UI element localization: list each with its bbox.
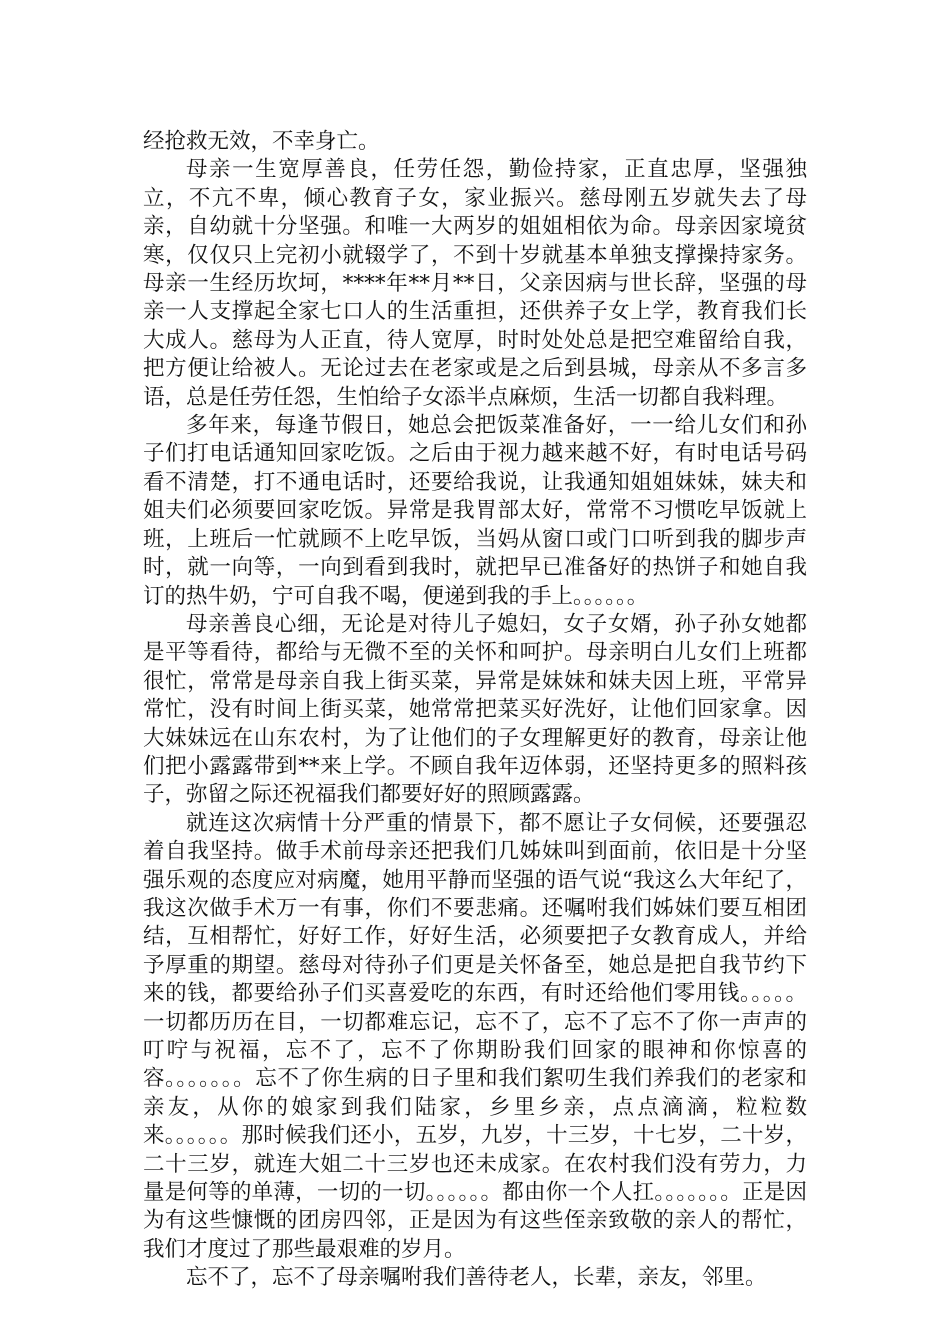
paragraph-6: 忘不了，忘不了母亲嘱咐我们善待老人，长辈，亲友，邻里。 xyxy=(186,1265,767,1291)
paragraph-5: 就连这次病情十分严重的情景下，都不愿让子女伺候，还要强忍着自我坚持。做手术前母亲还把我们几姊妹叫到面前，依旧是十分坚强乐观的态度应对病魔，她用平静而坚强的语气说“我这么大年纪了，我这次做手术万一有事，你们不要悲痛。还嘱咐我们姊妹们要互相团结，互相帮忙，好好工作，好好生活，必须要把子女教育成人，并给予厚重的期望。慈母对待孙子们更是关怀备至，她总是把自我节约下来的钱，都要给孙子们买喜爱吃的东西，有时还给他们零用钱。。。。。一切都历历在目，一切都难忘记，忘不了，忘不了忘不了你一声声的叮咛与祝福，忘不了，忘不了你期盼我们回家的眼神和你惊喜的容。。。。。。。忘不了你生病的日子里和我们絮叨生我们养我们的老家和亲友，从你的娘家到我们陆家，乡里乡亲，点点滴滴，粒粒数来。。。。。。那时候我们还小，五岁，九岁，十三岁，十七岁，二十岁，二十三岁，就连大姐二十三岁也还未成家。在农村我们没有劳力，力量是何等的单薄，一切的一切。。。。。。都由你一个人扛。。。。。。。正是因为有这些慷慨的团房四邻，正是因为有这些侄亲致敬的亲人的帮忙，我们才度过了那些最艰难的岁月。 xyxy=(143,810,807,1262)
document-body xyxy=(143,128,807,1293)
paragraph-2: 母亲一生宽厚善良，任劳任怨，勤俭持家，正直忠厚，坚强独立，不亢不卑，倾心教育子女，家业振兴。慈母刚五岁就失去了母亲，自幼就十分坚强。和唯一大两岁的姐姐相依为命。母亲因家境贫寒，仅仅只上完初小就辍学了，不到十岁就基本单独支撑操持家务。母亲一生经历坎坷，****年**月**日，父亲因病与世长辞，坚强的母亲一人支撑起全家七口人的生活重担，还供养子女上学，教育我们长大成人。慈母为人正直，待人宽厚，时时处处总是把空难留给自我，把方便让给被人。无论过去在老家或是之后到县城，母亲从不多言多语，总是任劳任怨，生怕给子女添半点麻烦，生活一切都自我料理。 xyxy=(143,157,807,410)
paragraph-3: 多年来，每逢节假日，她总会把饭菜准备好，一一给儿女们和孙子们打电话通知回家吃饭。之后由于视力越来越不好，有时电话号码看不清楚，打不通电话时，还要给我说，让我通知姐姐妹妹，妹夫和姐夫们必须要回家吃饭。异常是我胃部太好，常常不习惯吃早饭就上班，上班后一忙就顾不上吃早饭，当妈从窗口或门口听到我的脚步声时，就一向等，一向到看到我时，就把早已准备好的热饼子和她自我订的热牛奶，宁可自我不喝，便递到我的手上。。。。。。 xyxy=(143,413,807,609)
paragraph-4: 母亲善良心细，无论是对待儿子媳妇，女子女婿，孙子孙女她都是平等看待，都给与无微不至的关怀和呵护。母亲明白儿女们上班都很忙，常常是母亲自我上街买菜，异常是妹妹和妹夫因上班，平常异常忙，没有时间上街买菜，她常常把菜买好洗好，让他们回家拿。因大妹妹远在山东农村，为了让他们的子女理解更好的教育，母亲让他们把小露露带到**来上学。不顾自我年迈体弱，还坚持更多的照料孩子，弥留之际还祝福我们都要好好的照顾露露。 xyxy=(143,611,807,808)
paragraph-1: 经抢救无效，不幸身亡。 xyxy=(143,129,380,154)
